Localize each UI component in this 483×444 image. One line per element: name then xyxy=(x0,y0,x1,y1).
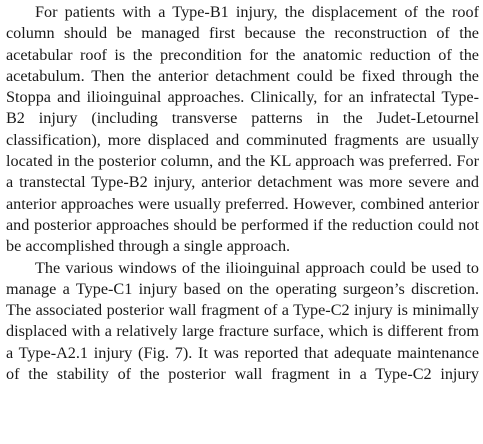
body-paragraph-type-b: For patients with a Type-B1 injury, the displacement of the roof column should be managed first because the reconstruction of the acetabular roof is the precondition for the anatomic reduction of the acetabulum. Then the anterior detachment could be fixed through the Stoppa and ilioinguinal approaches. Clinically, for an infratectal Type-B2 injury (including transverse patterns in the Judet-Letournel classification), more displaced and comminuted fragments are usually located in the posterior column, and the KL approach was preferred. For a transtectal Type-B2 injury, anterior detachment was more severe and anterior approaches were usually preferred. However, combined anterior and posterior approaches should be performed if the reduction could not be accomplished through a single approach. xyxy=(6,3,479,256)
body-paragraph-type-c: The various windows of the ilioinguinal approach could be used to manage a Type-C1 injury based on the operating surgeon’s discretion. The associated posterior wall fragment of a Type-C2 injury is minimally displaced with a relatively large fracture surface, which is different from a Type-A2.1 injury (Fig. 7). It was reported that adequate maintenance of the stability of the posterior wall fragment in a Type-C2 injury xyxy=(6,258,479,384)
document-page xyxy=(6,2,479,385)
